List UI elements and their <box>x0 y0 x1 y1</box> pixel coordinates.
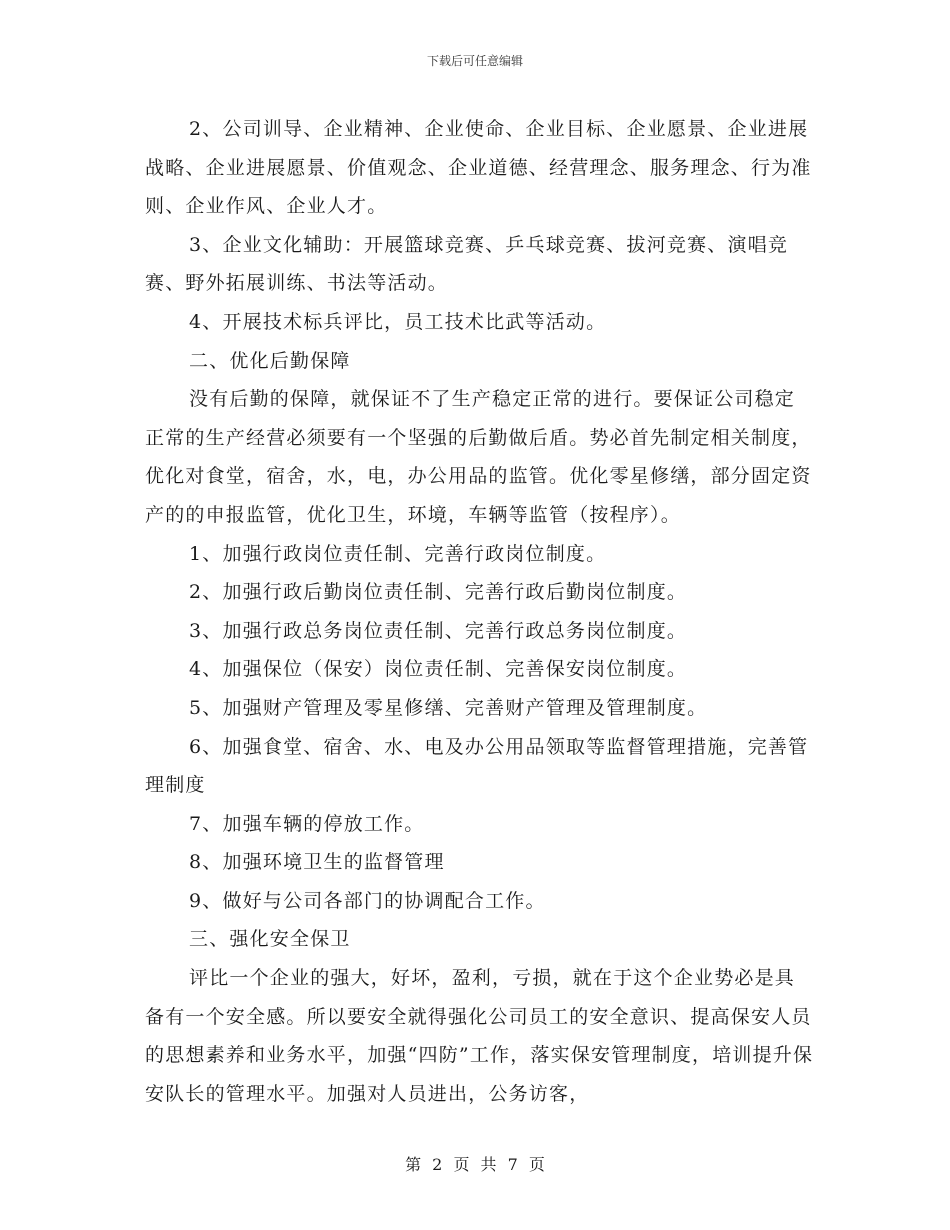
list-item-6: 6、加强食堂、宿舍、水、电及办公用品领取等监督管理措施，完善管理制度 <box>145 735 809 797</box>
paragraph-logistics-intro: 没有后勤的保障，就保证不了生产稳定正常的进行。要保证公司稳定正常的生产经营必须要有一个坚强的后勤做后盾。势必首先制定相关制度，优化对食堂，宿舍，水，电，办公用品的监管。优化零星修缮，部分固定资产的的申报监管，优化卫生，环境，车辆等监管（按程序）。 <box>145 388 812 526</box>
list-item-8: 8、加强环境卫生的监督管理 <box>189 851 445 874</box>
paragraph-item-2: 2、公司训导、企业精神、企业使命、企业目标、企业愿景、企业进展战略、企业进展愿景、价值观念、企业道德、经营理念、服务理念、行为准则、企业作风、企业人才。 <box>145 118 812 218</box>
page-number-footer: 第 2 页 共 7 页 <box>405 1155 545 1174</box>
paragraph-security-intro: 评比一个企业的强大，好坏，盈利，亏损，就在于这个企业势必是具备有一个安全感。所以要安全就得强化公司员工的安全意识、提高保安人员的思想素养和业务水平，加强“四防”工作，落实保安管理制度，培训提升保安队长的管理水平。加强对人员进出，公务访客， <box>145 967 814 1105</box>
page-header-note: 下载后可任意编辑 <box>426 54 523 68</box>
paragraph-item-3: 3、企业文化辅助：开展篮球竞赛、乒乓球竞赛、拔河竞赛、演唱竞赛、野外拓展训练、书法等活动。 <box>145 233 789 295</box>
list-item-9: 9、做好与公司各部门的协调配合工作。 <box>189 889 546 912</box>
list-item-4: 4、加强保位（保安）岗位责任制、完善保安岗位制度。 <box>189 658 688 681</box>
list-item-1: 1、加强行政岗位责任制、完善行政岗位制度。 <box>189 542 607 565</box>
body-text <box>145 110 815 1113</box>
list-item-3: 3、加强行政总务岗位责任制、完善行政总务岗位制度。 <box>189 619 688 642</box>
section-heading-3: 三、强化安全保卫 <box>189 928 351 951</box>
list-item-7: 7、加强车辆的停放工作。 <box>189 812 425 835</box>
section-heading-2: 二、优化后勤保障 <box>189 349 351 372</box>
paragraph-item-4: 4、开展技术标兵评比，员工技术比武等活动。 <box>189 310 607 333</box>
list-item-2: 2、加强行政后勤岗位责任制、完善行政后勤岗位制度。 <box>189 581 688 604</box>
list-item-5: 5、加强财产管理及零星修缮、完善财产管理及管理制度。 <box>189 696 708 719</box>
